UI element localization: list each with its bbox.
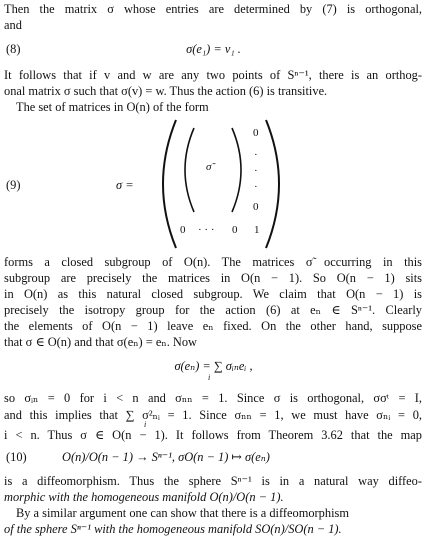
matrix-block: σ̃: [206, 161, 212, 173]
sum-index: i: [144, 420, 147, 429]
matrix-cell: ·: [254, 165, 258, 177]
matrix-cell: ·: [254, 149, 258, 161]
matrix-cell: 0: [253, 201, 259, 213]
text-line: It follows that if v and w are any two points of Sⁿ⁻¹, there is an orthog-: [4, 68, 422, 82]
text-line: onal matrix σ such that σ(v) = w. Thus the action (6) is transitive.: [4, 84, 328, 98]
equation-number: (8): [6, 42, 21, 56]
text-line: precisely the isotropy group for the action (6) at eₙ ∈ Sⁿ⁻¹. Clearly: [4, 303, 422, 317]
text-line: so σᵢₙ = 0 for i < n and σₙₙ = 1. Since σ is orthogonal, σσᵗ = I,: [4, 391, 422, 405]
text-line: Then the matrix σ whose entries are determined by (7) is orthogonal,: [4, 2, 422, 16]
text-line: the elements of O(n − 1) leave eₙ fixed. On the other hand, suppose: [4, 319, 422, 333]
matrix-cell: 0: [232, 224, 238, 236]
text-line: of the sphere Sⁿ⁻¹ with the homogeneous manifold SO(n)/SO(n − 1).: [4, 522, 342, 536]
text-line: The set of matrices in O(n) of the form: [16, 100, 209, 114]
text-line: By a similar argument one can show that there is a diffeomorphism: [16, 506, 349, 520]
text-line: forms a closed subgroup of O(n). The matrices σ̃ occurring in this: [4, 255, 422, 269]
text-line: i < n. Thus σ ∈ O(n − 1). It follows from Theorem 3.62 that the map: [4, 428, 422, 442]
matrix-cell: 0: [180, 224, 186, 236]
equation-number: (9): [6, 178, 21, 192]
matrix-cell: 0: [253, 127, 259, 139]
equation-10: O(n)/O(n − 1) → Sⁿ⁻¹, σO(n − 1) ↦ σ(eₙ): [62, 450, 270, 464]
text-line: that σ ∈ O(n) and that σ(eₙ) = eₙ. Now: [4, 335, 198, 349]
matrix-cell: · · ·: [198, 224, 215, 236]
matrix-cell: ·: [254, 181, 258, 193]
text-line: and: [4, 18, 22, 32]
equation-8: σ(e₁) = v₁ .: [186, 42, 241, 56]
equation-number: (10): [6, 450, 27, 464]
matrix-lhs: σ =: [116, 178, 134, 192]
text-line: in O(n) as this natural closed subgroup. We claim that O(n − 1) is: [4, 287, 422, 301]
text-line: is a diffeomorphism. Thus the sphere Sⁿ⁻¹ is in a natural way diffeo-: [4, 474, 422, 488]
text-line: morphic with the homogeneous manifold O(n)/O(n − 1).: [4, 490, 284, 504]
text-line: and this implies that ∑ σ²ₙᵢ = 1. Since σₙₙ = 1, we must have σₙᵢ = 0,: [4, 408, 422, 422]
equation-sum: σ(eₙ) = ∑ σᵢₙeᵢ ,: [174, 359, 253, 373]
text-line: subgroup are precisely the matrices in O(n − 1). So O(n − 1) sits: [4, 271, 422, 285]
sum-index: i: [208, 373, 211, 382]
matrix-cell: 1: [254, 224, 260, 236]
